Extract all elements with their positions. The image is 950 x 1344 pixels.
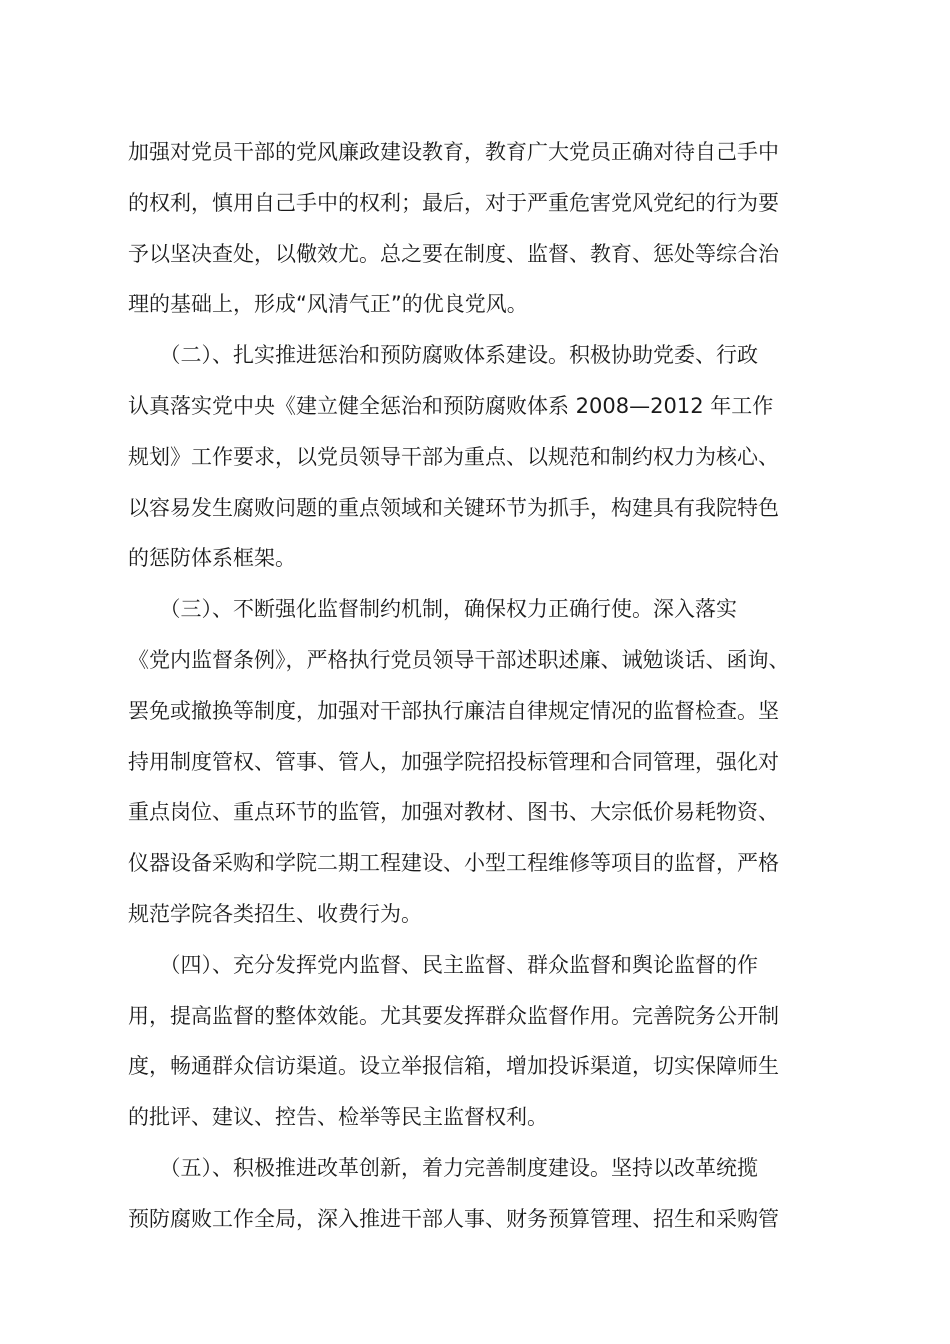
text-line: 仪器设备采购和学院二期工程建设、小型工程维修等项目的监督，严格 (128, 851, 779, 876)
text-line: 的批评、建议、控告、检举等民主监督权利。 (128, 1105, 548, 1130)
section-three-heading-line: （三）、不断强化监督制约机制，确保权力正确行使。深入落实 (128, 597, 737, 622)
text-line: 用，提高监督的整体效能。尤其要发挥群众监督作用。完善院务公开制 (128, 1003, 779, 1028)
text-line: 予以坚决查处，以儆效尤。总之要在制度、监督、教育、惩处等综合治 (128, 241, 779, 266)
text-line: 加强对党员干部的党风廉政建设教育，教育广大党员正确对待自己手中 (128, 140, 779, 164)
section-four-heading-line: （四）、充分发挥党内监督、民主监督、群众监督和舆论监督的作 (128, 952, 758, 977)
text-line: 理的基础上，形成“风清气正”的优良党风。 (128, 292, 528, 317)
text-line: 的权利，慎用自己手中的权利；最后，对于严重危害党风党纪的行为要 (128, 190, 779, 215)
text-line: 重点岗位、重点环节的监管，加强对教材、图书、大宗低价易耗物资、 (128, 800, 779, 825)
text-line: 度，畅通群众信访渠道。设立举报信箱，增加投诉渠道，切实保障师生 (128, 1054, 779, 1079)
text-line: 规范学院各类招生、收费行为。 (128, 901, 422, 926)
section-two-heading-line: （二）、扎实推进惩治和预防腐败体系建设。积极协助党委、行政 (128, 343, 758, 368)
section-five-heading-line: （五）、积极推进改革创新，着力完善制度建设。坚持以改革统揽 (128, 1155, 758, 1180)
text-line: 罢免或撤换等制度，加强对干部执行廉洁自律规定情况的监督检查。坚 (128, 698, 779, 723)
text-line: 以容易发生腐败问题的重点领域和关键环节为抓手，构建具有我院特色 (128, 495, 779, 520)
text-line: 《党内监督条例》，严格执行党员领导干部述职述廉、诫勉谈话、函询、 (128, 647, 790, 672)
text-line: 持用制度管权、管事、管人，加强学院招投标管理和合同管理，强化对 (128, 749, 779, 774)
text-line: 认真落实党中央《建立健全惩治和预防腐败体系 2008—2012 年工作 (128, 393, 774, 418)
text-line: 的惩防体系框架。 (128, 546, 296, 571)
text-line: 预防腐败工作全局，深入推进干部人事、财务预算管理、招生和采购管 (128, 1206, 779, 1231)
document-body (128, 127, 828, 1245)
text-line: 规划》工作要求，以党员领导干部为重点、以规范和制约权力为核心、 (128, 444, 779, 469)
